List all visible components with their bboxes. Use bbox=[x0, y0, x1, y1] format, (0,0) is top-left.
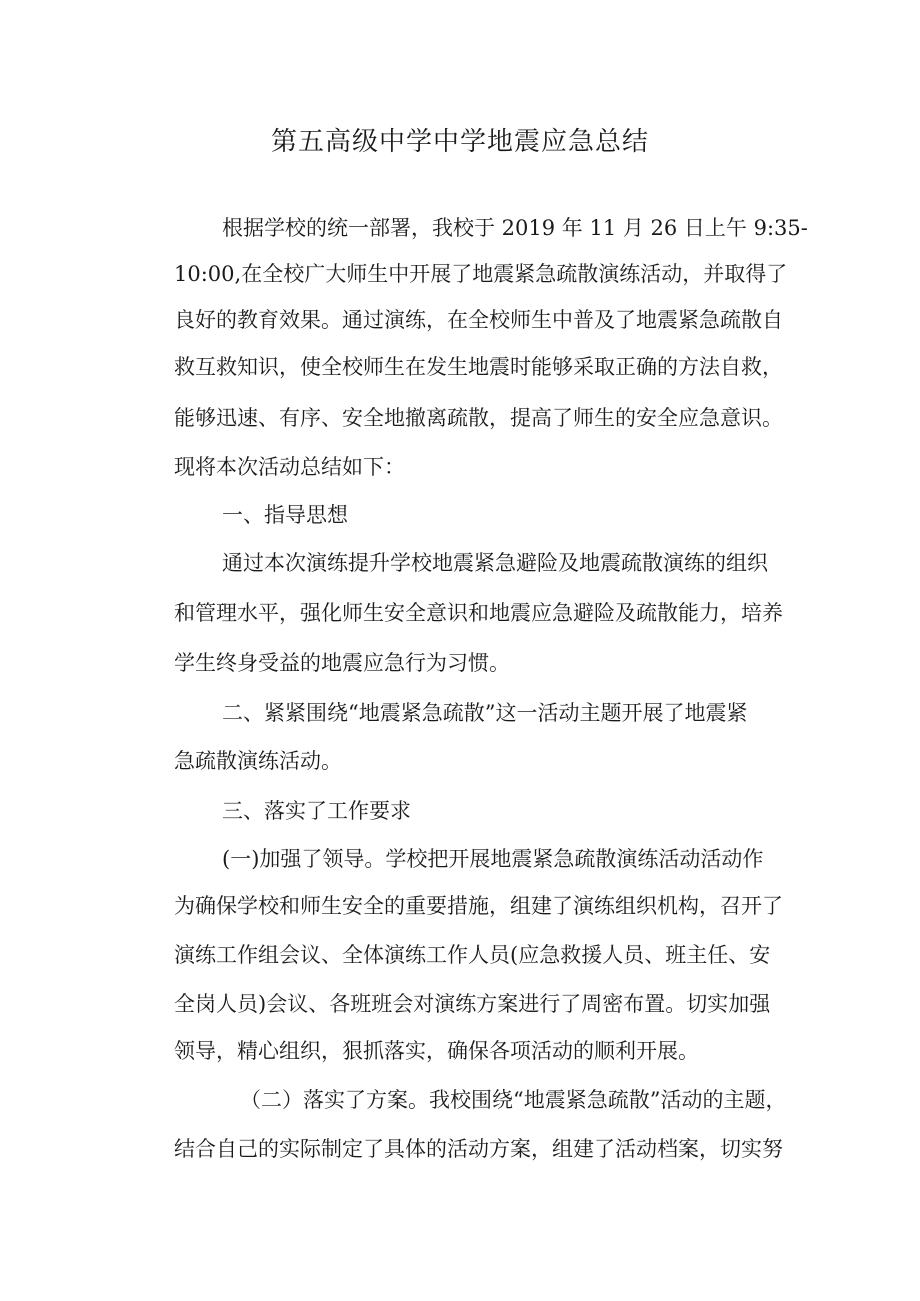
paragraph-line: 现将本次活动总结如下： bbox=[174, 455, 405, 479]
paragraph-line: 和管理水平，强化师生安全意识和地震应急避险及疏散能力，培养 bbox=[174, 601, 783, 625]
paragraph-line: 能够迅速、有序、安全地撤离疏散，提高了师生的安全应急意识。 bbox=[174, 406, 783, 430]
paragraph-line: 学生终身受益的地震应急行为习惯。 bbox=[174, 651, 510, 675]
document-title: 第五高级中学中学地震应急总结 bbox=[270, 127, 649, 157]
paragraph-line: 急疏散演练活动。 bbox=[174, 749, 342, 773]
paragraph-line: 领导，精心组织，狠抓落实，确保各项活动的顺利开展。 bbox=[174, 1039, 699, 1063]
section-heading-2: 二、紧紧围绕“地震紧急疏散”这一活动主题开展了地震紧 bbox=[222, 701, 748, 725]
paragraph-line: 良好的教育效果。通过演练，在全校师生中普及了地震紧急疏散自 bbox=[174, 308, 783, 332]
paragraph-line: 救互救知识，使全校师生在发生地震时能够采取正确的方法自救， bbox=[174, 355, 783, 379]
paragraph-line: 为确保学校和师生安全的重要措施，组建了演练组织机构，召开了 bbox=[174, 894, 783, 918]
paragraph-line: 根据学校的统一部署，我校于 2019 年 11 月 26 日上午 9:35- bbox=[222, 216, 808, 240]
paragraph-line: （二）落实了方案。我校围绕“地震紧急疏散”活动的主题， bbox=[240, 1088, 787, 1112]
paragraph-line: (一)加强了领导。学校把开展地震紧急疏散演练活动活动作 bbox=[222, 847, 764, 871]
paragraph-line: 演练工作组会议、全体演练工作人员(应急救援人员、班主任、安 bbox=[174, 943, 771, 967]
paragraph-line: 10:00,在全校广大师生中开展了地震紧急疏散演练活动，并取得了 bbox=[174, 262, 788, 286]
section-heading-1: 一、指导思想 bbox=[222, 503, 348, 527]
paragraph-line: 通过本次演练提升学校地震紧急避险及地震疏散演练的组织 bbox=[222, 551, 768, 575]
paragraph-line: 结合自己的实际制定了具体的活动方案，组建了活动档案，切实努 bbox=[174, 1137, 783, 1161]
paragraph-line: 全岗人员)会议、各班班会对演练方案进行了周密布置。切实加强 bbox=[174, 992, 771, 1016]
section-heading-3: 三、落实了工作要求 bbox=[222, 799, 411, 823]
